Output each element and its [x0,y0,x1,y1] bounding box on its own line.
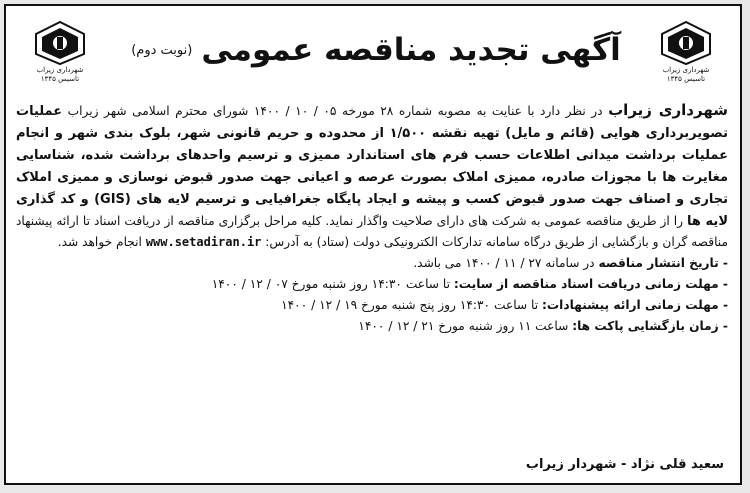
setad-url-link[interactable]: www.setadiran.ir [145,235,262,250]
detail-item-label: - مهلت زمانی ارائه پیشنهادات: [542,298,728,313]
signature: سعید قلی نژاد - شهردار زیراب [525,457,724,472]
detail-item-label: - زمان بازگشایی پاکت ها: [572,319,728,334]
paragraph-procedure: را از طریق مناقصه عمومی به شرکت های دارای صلاحیت واگذار نماید. کلیه مراحل برگزاری مناقصه از دریافت اسناد تا ارائه پیشنهاد مناقصه گران و بازگشایی از طریق درگاه سامانه تدارکات الکترونیکی دولت (ستاد) به آدرس: [16,213,728,250]
paragraph-intro: در نظر دارد با عنایت به مصوبه شماره ۲۸ مورخه ۰۵ / ۱۰ / ۱۴۰۰ شورای محترم اسلامی شهر زیراب [62,104,609,118]
paragraph-end: انجام خواهد شد. [57,235,146,250]
detail-item-label: - تاریخ انتشار مناقصه [598,256,728,271]
notice-heading [116,32,636,72]
paragraph-lead: شهرداری زیراب [608,101,728,119]
municipality-emblem-icon [650,20,722,66]
notice-body [16,100,728,337]
detail-item [16,295,728,316]
logo-caption-year: تاسیس ۱۳۴۵ [40,75,80,83]
logo-caption-name: شهرداری زیراب [662,66,710,74]
notice-round: (نوبت دوم) [131,42,193,58]
detail-item [16,274,728,295]
detail-item [16,253,728,274]
logo-caption-name: شهرداری زیراب [36,66,84,74]
logo-caption-year: تاسیس ۱۳۴۵ [666,75,706,83]
detail-item-label: - مهلت زمانی دریافت اسناد مناقصه از سایت: [453,277,728,292]
municipality-logo-left [24,20,96,90]
municipality-emblem-icon [24,20,96,66]
detail-item-text: تا ساعت ۱۴:۳۰ روز شنبه مورخ ۰۷ / ۱۲ / ۱۴۰۰ [211,277,454,292]
detail-item-text: در سامانه ۲۷ / ۱۱ / ۱۴۰۰ می باشد. [413,256,599,271]
paragraph-subject: عملیات تصویربرداری هوایی (قائم و مایل) تهیه نقشه ۱/۵۰۰ از محدوده و حریم قانونی شهر، بلوک بندی شهر و انجام عملیات برداشت میدانی اطلاعات حسب فرم های استاندارد ممیزی و ترسیم واحدهای برداشت شده، شناسایی مغایرت ها با مجوزات صادره، ممیزی املاک بصورت عرصه و اعیانی جهت صدور قبوض نوسازی و ممیزی املاک تجاری و اصناف جهت صدور قبوض کسب و پیشه و ایجاد پایگاه جغرافیایی و ترسیم لایه های (GIS) و کد گذاری لایه ها [16,104,728,229]
detail-item [16,316,728,337]
main-paragraph [16,100,728,253]
detail-item-text: ساعت ۱۱ روز شنبه مورخ ۲۱ / ۱۲ / ۱۴۰۰ [358,319,573,334]
municipality-logo-right [650,20,722,90]
detail-item-text: تا ساعت ۱۴:۳۰ روز پنج شنبه مورخ ۱۹ / ۱۲ / ۱۴۰۰ [281,298,543,313]
notice-title: آگهی تجدید مناقصه عمومی [201,32,621,68]
notice-frame [4,4,742,485]
